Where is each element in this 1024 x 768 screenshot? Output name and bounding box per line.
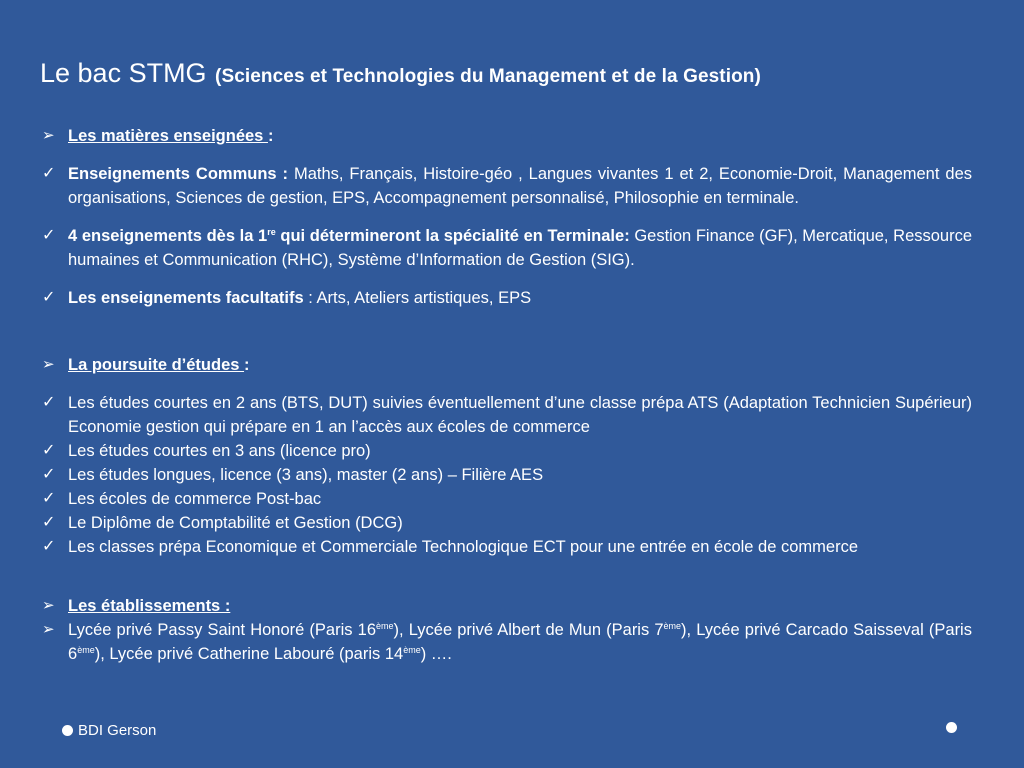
arrow-bullet-icon: ➢ (42, 127, 55, 144)
title-subtitle: (Sciences et Technologies du Management et de la Gestion) (215, 66, 761, 87)
list-item: ✓ Les écoles de commerce Post-bac (42, 487, 972, 511)
poursuite-section (42, 353, 972, 559)
list-item-facultatifs: ✓ Les enseignements facultatifs : Arts, Ateliers artistiques, EPS (42, 286, 972, 310)
matieres-heading: ➢ Les matières enseignées : (42, 124, 972, 148)
check-bullet-icon: ✓ (42, 490, 56, 507)
check-bullet-icon: ✓ (42, 165, 56, 182)
bullet-dot-icon (946, 722, 957, 733)
check-bullet-icon: ✓ (42, 538, 56, 555)
check-bullet-icon: ✓ (42, 227, 56, 244)
poursuite-heading: ➢ La poursuite d’études : (42, 353, 972, 377)
arrow-bullet-icon: ➢ (42, 621, 55, 638)
matieres-section (42, 124, 972, 310)
list-item: ✓ Les études courtes en 2 ans (BTS, DUT) suivies éventuellement d’une classe prépa ATS (Adaptation Technicien Supérieur) Economie gestion qui prépare en 1 an l’accès aux écoles de commerce (42, 391, 972, 439)
list-item: ✓ Les études courtes en 3 ans (licence pro) (42, 439, 972, 463)
etablissements-section (42, 594, 972, 666)
check-bullet-icon: ✓ (42, 394, 56, 411)
etablissements-list: ➢ Lycée privé Passy Saint Honoré (Paris 16ème), Lycée privé Albert de Mun (Paris 7ème), Lycée privé Carcado Saisseval (Paris 6ème), Lycée privé Catherine Labouré (paris 14ème) …. (42, 618, 972, 666)
slide-title (40, 58, 1000, 89)
list-item: ✓ Les études longues, licence (3 ans), master (2 ans) – Filière AES (42, 463, 972, 487)
list-item-specialites: ✓ 4 enseignements dès la 1re qui détermineront la spécialité en Terminale: Gestion Finance (GF), Mercatique, Ressource humaines et Communication (RHC), Système d’Information de Gestion (SIG). (42, 224, 972, 272)
check-bullet-icon: ✓ (42, 442, 56, 459)
footer-label: BDI Gerson (78, 722, 157, 739)
check-bullet-icon: ✓ (42, 289, 56, 306)
arrow-bullet-icon: ➢ (42, 597, 55, 614)
bullet-dot-icon (62, 725, 73, 736)
title-main: Le bac STMG (40, 58, 207, 88)
footer-left (62, 722, 156, 739)
list-item: ✓ Les classes prépa Economique et Commerciale Technologique ECT pour une entrée en école de commerce (42, 535, 972, 559)
check-bullet-icon: ✓ (42, 466, 56, 483)
arrow-bullet-icon: ➢ (42, 356, 55, 373)
check-bullet-icon: ✓ (42, 514, 56, 531)
etablissements-heading: ➢ Les établissements : (42, 594, 972, 618)
list-item-communs: ✓ Enseignements Communs : Maths, Français, Histoire-géo , Langues vivantes 1 et 2, Economie-Droit, Management des organisations, Sciences de gestion, EPS, Accompagnement personnalisé, Philosophie en terminale. (42, 162, 972, 210)
footer-right (946, 722, 962, 733)
list-item: ✓ Le Diplôme de Comptabilité et Gestion (DCG) (42, 511, 972, 535)
